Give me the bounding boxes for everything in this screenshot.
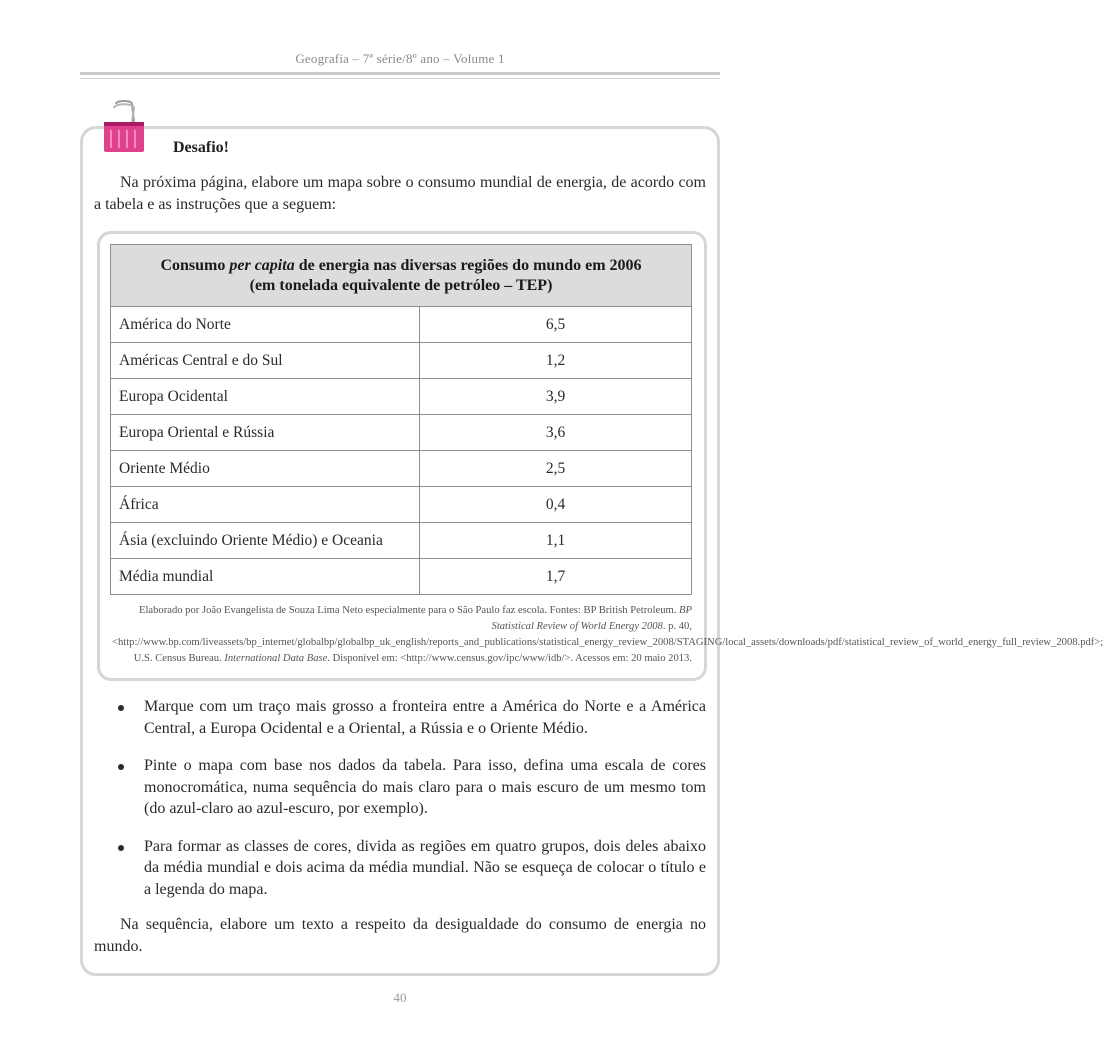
value-cell: 1,2 — [420, 343, 692, 379]
instruction-list — [96, 696, 706, 916]
table-row — [111, 343, 692, 379]
value-cell: 2,5 — [420, 451, 692, 487]
region-cell: Europa Ocidental — [111, 379, 420, 415]
bullet-icon — [118, 845, 124, 851]
list-item — [96, 755, 706, 820]
region-cell: Europa Oriental e Rússia — [111, 415, 420, 451]
challenge-title: Desafio! — [173, 139, 229, 156]
instruction-text: Marque com um traço mais grosso a fronteira entre a América do Norte e a América Central, a Europa Ocidental e a Oriental, a Rússia e o Oriente Médio. — [144, 698, 706, 737]
value-cell: 1,1 — [420, 523, 692, 559]
list-item — [96, 836, 706, 901]
energy-table — [110, 244, 692, 595]
table-row — [111, 451, 692, 487]
bullet-icon — [118, 764, 124, 770]
value-cell: 1,7 — [420, 559, 692, 595]
region-cell: Média mundial — [111, 559, 420, 595]
region-cell: Oriente Médio — [111, 451, 420, 487]
table-source-note — [112, 603, 1103, 667]
table-row — [111, 379, 692, 415]
table-title — [111, 245, 692, 307]
source-text: . Disponível em: <http://www.census.gov/ipc/www/idb/>. Acessos em: 20 maio 2013. — [327, 653, 692, 664]
source-text: . p. 40, <http://www.bp.com/liveassets/bp_internet/globalbp/globalbp_uk_english/reports_and_publications/statistical_energy_review_2008/STAGING/local_assets/downloads/pdf/statistical_review_of_world_energy_full_review_2008.pdf>; U.S. Census Bureau. — [112, 621, 1103, 664]
source-text: Elaborado por João Evangelista de Souza Lima Neto especialmente para o São Paulo faz escola. Fontes: BP British Petroleum. — [139, 605, 680, 616]
source-database: International Data Base — [224, 653, 328, 664]
table-row — [111, 523, 692, 559]
value-cell: 3,9 — [420, 379, 692, 415]
bullet-icon — [118, 705, 124, 711]
source-publication: BP Statistical Review of World Energy 2008 — [491, 605, 692, 632]
list-item — [96, 696, 706, 739]
value-cell: 3,6 — [420, 415, 692, 451]
region-cell: Américas Central e do Sul — [111, 343, 420, 379]
value-cell: 6,5 — [420, 307, 692, 343]
header-rule — [80, 72, 720, 75]
challenge-intro: Na próxima página, elabore um mapa sobre o consumo mundial de energia, de acordo com a tabela e as instruções que a seguem: — [94, 174, 706, 213]
page-number: 40 — [393, 990, 407, 1005]
table-row — [111, 415, 692, 451]
header-rule-thin — [80, 78, 720, 79]
closing-paragraph: Na sequência, elabore um texto a respeito da desigualdade do consumo de energia no mundo. — [94, 916, 706, 955]
instruction-text: Pinte o mapa com base nos dados da tabela. Para isso, defina uma escala de cores monocromática, numa sequência do mais claro para o mais escuro de um mesmo tom (do azul-claro ao azul-escuro, por exemplo). — [144, 757, 706, 817]
table-row — [111, 487, 692, 523]
binder-clip-icon — [100, 100, 148, 156]
table-title-end: de energia nas diversas regiões do mundo em 2006 — [294, 256, 642, 274]
table-row — [111, 559, 692, 595]
value-cell: 0,4 — [420, 487, 692, 523]
region-cell: Ásia (excluindo Oriente Médio) e Oceania — [111, 523, 420, 559]
running-head: Geografia – 7ª série/8º ano – Volume 1 — [295, 51, 505, 66]
region-cell: América do Norte — [111, 307, 420, 343]
table-subtitle: (em tonelada equivalente de petróleo – TEP) — [249, 276, 553, 294]
instruction-text: Para formar as classes de cores, divida as regiões em quatro grupos, dois deles abaixo da média mundial e dois acima da média mundial. Não se esqueça de colocar o título e a legenda do mapa. — [144, 837, 706, 898]
table-row — [111, 307, 692, 343]
table-title-italic: per capita — [229, 256, 295, 274]
region-cell: África — [111, 487, 420, 523]
table-title-start: Consumo — [160, 256, 230, 274]
